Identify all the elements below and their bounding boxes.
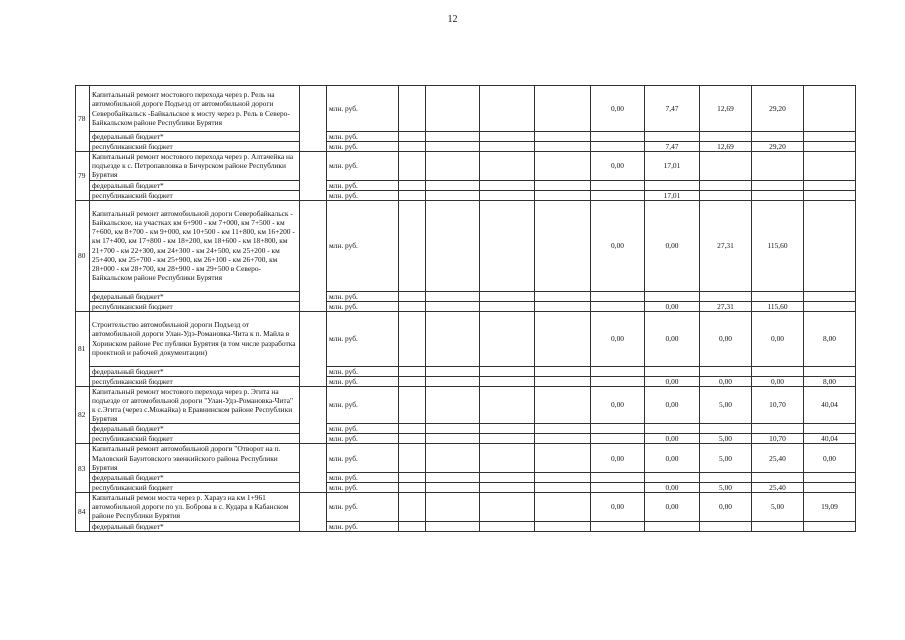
row-value xyxy=(804,152,856,181)
funding-source-value xyxy=(591,376,645,386)
page-number: 12 xyxy=(447,14,458,25)
row-value: 7,47 xyxy=(645,86,700,132)
row-value: 0,00 xyxy=(645,311,700,366)
empty-cell xyxy=(399,190,426,200)
row-value: 25,40 xyxy=(752,444,804,473)
row-value: 8,00 xyxy=(804,311,856,366)
row-value: 0,00 xyxy=(645,444,700,473)
funding-source-value xyxy=(752,424,804,434)
funding-source-unit: млн. руб. xyxy=(327,142,399,152)
funding-source-value xyxy=(591,132,645,142)
funding-source-unit: млн. руб. xyxy=(327,180,399,190)
empty-cell xyxy=(480,291,535,301)
funding-source-value xyxy=(645,366,700,376)
funding-source-value xyxy=(591,366,645,376)
empty-cell xyxy=(399,200,426,291)
empty-cell xyxy=(535,142,591,152)
funding-source-unit: млн. руб. xyxy=(327,291,399,301)
funding-source-value xyxy=(645,424,700,434)
funding-source-value: 10,70 xyxy=(752,434,804,444)
funding-source-value xyxy=(804,291,856,301)
empty-cell xyxy=(426,483,480,493)
empty-cell xyxy=(480,190,535,200)
empty-cell xyxy=(426,132,480,142)
empty-cell xyxy=(480,180,535,190)
budget-table xyxy=(75,85,856,532)
row-value: 0,00 xyxy=(591,444,645,473)
row-description: Капитальный ремонт автомобильной дороги Северобайкальск - Байкальское, на участках км 6+900 - км 7+000, км 7+500 - км 7+600, км 8+700 - км 9+000, км 10+500 - км 11+800, км 16+200 - км 17+400, км 17+800 - км 18+200, км 18+600 - км 18+800, км 21+700 - км 22+300, км 24+300 - км 24+500, км 25+200 - км 25+400, км 25+700 - км 25+900, км 26+100 - км 26+700, км 28+000 - км 28+700, км 28+900 - км 29+500 в Северо-Байкальском районе Республики Бурятия xyxy=(90,200,300,291)
table-subrow xyxy=(76,190,856,200)
funding-source-label: республиканский бюджет xyxy=(90,190,300,200)
funding-source-value: 5,00 xyxy=(700,434,752,444)
funding-source-value xyxy=(591,521,645,531)
empty-cell xyxy=(480,444,535,473)
empty-cell xyxy=(535,311,591,366)
row-value: 5,00 xyxy=(752,493,804,522)
empty-cell xyxy=(535,444,591,473)
funding-source-unit: млн. руб. xyxy=(327,521,399,531)
funding-source-value xyxy=(804,366,856,376)
funding-source-value: 27,31 xyxy=(700,301,752,311)
row-number: 80 xyxy=(76,200,90,311)
row-description: Капитальный ремонт автомобильной дороги "Отворот на п. Маловский Баунтовского эвенкийского района Республики Бурятия xyxy=(90,444,300,473)
row-unit: млн. руб. xyxy=(327,311,399,366)
funding-source-unit: млн. руб. xyxy=(327,190,399,200)
empty-cell xyxy=(399,386,426,424)
empty-cell xyxy=(399,152,426,181)
row-value: 0,00 xyxy=(645,200,700,291)
funding-source-label: республиканский бюджет xyxy=(90,483,300,493)
funding-source-value xyxy=(752,132,804,142)
table-body xyxy=(76,86,856,532)
row-number: 82 xyxy=(76,386,90,444)
row-number: 81 xyxy=(76,311,90,386)
row-value xyxy=(700,152,752,181)
empty-cell xyxy=(300,311,327,386)
empty-cell xyxy=(535,434,591,444)
funding-source-value xyxy=(700,473,752,483)
row-value: 0,00 xyxy=(591,86,645,132)
funding-source-unit: млн. руб. xyxy=(327,366,399,376)
row-value: 0,00 xyxy=(752,311,804,366)
funding-source-value xyxy=(591,180,645,190)
row-value: 5,00 xyxy=(700,386,752,424)
empty-cell xyxy=(426,386,480,424)
table-row xyxy=(76,311,856,366)
empty-cell xyxy=(535,190,591,200)
empty-cell xyxy=(300,386,327,444)
funding-source-value xyxy=(752,521,804,531)
empty-cell xyxy=(426,444,480,473)
funding-source-value xyxy=(591,190,645,200)
empty-cell xyxy=(480,301,535,311)
funding-source-label: федеральный бюджет* xyxy=(90,366,300,376)
table-subrow xyxy=(76,473,856,483)
empty-cell xyxy=(535,483,591,493)
row-value: 0,00 xyxy=(804,444,856,473)
row-value: 0,00 xyxy=(645,493,700,522)
funding-source-unit: млн. руб. xyxy=(327,424,399,434)
funding-source-value xyxy=(645,521,700,531)
row-unit: млн. руб. xyxy=(327,493,399,522)
empty-cell xyxy=(535,152,591,181)
funding-source-value: 40,04 xyxy=(804,434,856,444)
row-number: 84 xyxy=(76,493,90,532)
empty-cell xyxy=(535,424,591,434)
funding-source-value xyxy=(752,473,804,483)
funding-source-value xyxy=(591,424,645,434)
empty-cell xyxy=(399,483,426,493)
empty-cell xyxy=(535,521,591,531)
empty-cell xyxy=(399,86,426,132)
row-value: 5,00 xyxy=(700,444,752,473)
empty-cell xyxy=(535,291,591,301)
table-subrow xyxy=(76,376,856,386)
empty-cell xyxy=(300,200,327,311)
empty-cell xyxy=(480,386,535,424)
empty-cell xyxy=(300,493,327,532)
funding-source-value xyxy=(645,473,700,483)
funding-source-value: 0,00 xyxy=(700,376,752,386)
funding-source-value: 12,69 xyxy=(700,142,752,152)
funding-source-label: федеральный бюджет* xyxy=(90,291,300,301)
empty-cell xyxy=(480,142,535,152)
funding-source-value xyxy=(700,291,752,301)
table-row xyxy=(76,386,856,424)
table-subrow xyxy=(76,180,856,190)
funding-source-label: федеральный бюджет* xyxy=(90,132,300,142)
row-value: 0,00 xyxy=(700,311,752,366)
funding-source-value xyxy=(804,190,856,200)
empty-cell xyxy=(426,200,480,291)
empty-cell xyxy=(480,521,535,531)
funding-source-value: 17,01 xyxy=(645,190,700,200)
funding-source-value: 29,20 xyxy=(752,142,804,152)
funding-source-value xyxy=(645,132,700,142)
table-subrow xyxy=(76,142,856,152)
table-row xyxy=(76,444,856,473)
empty-cell xyxy=(480,132,535,142)
row-value: 19,09 xyxy=(804,493,856,522)
funding-source-value xyxy=(752,366,804,376)
row-value: 17,01 xyxy=(645,152,700,181)
funding-source-unit: млн. руб. xyxy=(327,483,399,493)
empty-cell xyxy=(399,473,426,483)
empty-cell xyxy=(426,473,480,483)
row-unit: млн. руб. xyxy=(327,200,399,291)
empty-cell xyxy=(399,376,426,386)
funding-source-value xyxy=(700,366,752,376)
empty-cell xyxy=(426,521,480,531)
empty-cell xyxy=(399,180,426,190)
funding-source-value xyxy=(645,291,700,301)
row-description: Капитальный ремонт мостового перехода через р. Алтачейка на подъезде к с. Петропавловка в Бичурском районе Республики Бурятия xyxy=(90,152,300,181)
funding-source-value xyxy=(804,132,856,142)
empty-cell xyxy=(300,152,327,201)
empty-cell xyxy=(480,434,535,444)
funding-source-value: 115,60 xyxy=(752,301,804,311)
funding-source-value: 0,00 xyxy=(752,376,804,386)
empty-cell xyxy=(300,86,327,152)
empty-cell xyxy=(426,301,480,311)
row-unit: млн. руб. xyxy=(327,444,399,473)
empty-cell xyxy=(399,366,426,376)
funding-source-label: федеральный бюджет* xyxy=(90,473,300,483)
empty-cell xyxy=(535,301,591,311)
empty-cell xyxy=(399,424,426,434)
funding-source-value xyxy=(591,434,645,444)
funding-source-value xyxy=(752,180,804,190)
table-subrow xyxy=(76,291,856,301)
funding-source-value xyxy=(591,142,645,152)
table-subrow xyxy=(76,434,856,444)
table-subrow xyxy=(76,424,856,434)
row-number: 79 xyxy=(76,152,90,201)
funding-source-value xyxy=(804,142,856,152)
row-value: 115,60 xyxy=(752,200,804,291)
empty-cell xyxy=(480,493,535,522)
funding-source-value xyxy=(804,483,856,493)
empty-cell xyxy=(399,291,426,301)
row-value: 0,00 xyxy=(591,311,645,366)
empty-cell xyxy=(535,376,591,386)
funding-source-value: 0,00 xyxy=(645,301,700,311)
row-description: Строительство автомобильной дороги Подъезд от автомобильной дороги Улан-Удэ-Романовка-Чита к п. Майла в Хоринском районе Рес публики Бурятия (в том числе разработка проектной и рабочей документации) xyxy=(90,311,300,366)
funding-source-value xyxy=(804,180,856,190)
table-row xyxy=(76,86,856,132)
empty-cell xyxy=(426,434,480,444)
row-value: 40,04 xyxy=(804,386,856,424)
empty-cell xyxy=(535,386,591,424)
row-value: 27,31 xyxy=(700,200,752,291)
empty-cell xyxy=(426,291,480,301)
empty-cell xyxy=(426,142,480,152)
empty-cell xyxy=(426,152,480,181)
funding-source-value xyxy=(700,424,752,434)
row-value: 0,00 xyxy=(645,386,700,424)
empty-cell xyxy=(399,311,426,366)
empty-cell xyxy=(399,301,426,311)
row-value: 0,00 xyxy=(591,493,645,522)
row-value: 29,20 xyxy=(752,86,804,132)
funding-source-label: федеральный бюджет* xyxy=(90,521,300,531)
empty-cell xyxy=(426,366,480,376)
funding-source-value: 0,00 xyxy=(645,376,700,386)
table-subrow xyxy=(76,521,856,531)
funding-source-label: республиканский бюджет xyxy=(90,434,300,444)
empty-cell xyxy=(399,434,426,444)
funding-source-value xyxy=(591,473,645,483)
empty-cell xyxy=(426,493,480,522)
funding-source-value xyxy=(752,190,804,200)
funding-source-label: федеральный бюджет* xyxy=(90,424,300,434)
table-subrow xyxy=(76,366,856,376)
empty-cell xyxy=(480,311,535,366)
funding-source-value xyxy=(591,483,645,493)
row-value: 0,00 xyxy=(591,386,645,424)
row-value: 0,00 xyxy=(591,200,645,291)
empty-cell xyxy=(426,376,480,386)
funding-source-value xyxy=(804,473,856,483)
empty-cell xyxy=(426,86,480,132)
funding-source-value: 5,00 xyxy=(700,483,752,493)
empty-cell xyxy=(535,132,591,142)
row-description: Капитальный ремонт мостового перехода через р. Эгита на подъезде от автомобильной дороги "Улан-Удэ-Романовка-Чита" к с.Эгита (через с.Можайка) в Еравнинском районе Республики Бурятия xyxy=(90,386,300,424)
funding-source-label: республиканский бюджет xyxy=(90,142,300,152)
row-number: 83 xyxy=(76,444,90,493)
table-subrow xyxy=(76,483,856,493)
empty-cell xyxy=(480,376,535,386)
funding-source-label: республиканский бюджет xyxy=(90,376,300,386)
empty-cell xyxy=(535,180,591,190)
table-row xyxy=(76,200,856,291)
funding-source-unit: млн. руб. xyxy=(327,473,399,483)
empty-cell xyxy=(426,180,480,190)
row-unit: млн. руб. xyxy=(327,152,399,181)
table-subrow xyxy=(76,132,856,142)
funding-source-value xyxy=(591,301,645,311)
funding-source-value: 25,40 xyxy=(752,483,804,493)
empty-cell xyxy=(535,200,591,291)
empty-cell xyxy=(399,444,426,473)
empty-cell xyxy=(535,493,591,522)
empty-cell xyxy=(426,424,480,434)
empty-cell xyxy=(480,424,535,434)
row-description: Капитальный ремон моста через р. Харауз на км 1+961 автомобильной дороги по ул. Боброва в с. Кудара в Кабанском районе Республики Бурятия xyxy=(90,493,300,522)
empty-cell xyxy=(399,493,426,522)
funding-source-value xyxy=(700,190,752,200)
funding-source-value: 7,47 xyxy=(645,142,700,152)
empty-cell xyxy=(480,86,535,132)
funding-source-value xyxy=(645,180,700,190)
row-value xyxy=(752,152,804,181)
empty-cell xyxy=(535,473,591,483)
funding-source-unit: млн. руб. xyxy=(327,132,399,142)
funding-source-value xyxy=(804,521,856,531)
row-description: Капитальный ремонт мостового перехода через р. Рель на автомобильной дороге Подъезд от автомобильной дороги Северобайкальск -Байкальское к мосту через р. Рель в Северо-Байкальском районе Республики Бурятия xyxy=(90,86,300,132)
table-subrow xyxy=(76,301,856,311)
row-value xyxy=(804,200,856,291)
row-value: 12,69 xyxy=(700,86,752,132)
row-number: 78 xyxy=(76,86,90,152)
funding-source-label: республиканский бюджет xyxy=(90,301,300,311)
funding-source-value xyxy=(700,521,752,531)
funding-source-value xyxy=(700,180,752,190)
empty-cell xyxy=(399,521,426,531)
funding-source-value xyxy=(591,291,645,301)
funding-source-value: 8,00 xyxy=(804,376,856,386)
row-value: 10,70 xyxy=(752,386,804,424)
row-unit: млн. руб. xyxy=(327,86,399,132)
empty-cell xyxy=(480,473,535,483)
empty-cell xyxy=(426,311,480,366)
empty-cell xyxy=(426,190,480,200)
funding-source-unit: млн. руб. xyxy=(327,434,399,444)
funding-source-value xyxy=(804,301,856,311)
funding-source-value xyxy=(752,291,804,301)
funding-source-value xyxy=(804,424,856,434)
empty-cell xyxy=(535,86,591,132)
funding-source-value: 0,00 xyxy=(645,483,700,493)
funding-source-value xyxy=(700,132,752,142)
funding-source-value: 0,00 xyxy=(645,434,700,444)
empty-cell xyxy=(480,483,535,493)
empty-cell xyxy=(399,132,426,142)
table-row xyxy=(76,152,856,181)
empty-cell xyxy=(300,444,327,493)
row-value: 0,00 xyxy=(700,493,752,522)
funding-source-unit: млн. руб. xyxy=(327,376,399,386)
empty-cell xyxy=(480,366,535,376)
row-unit: млн. руб. xyxy=(327,386,399,424)
empty-cell xyxy=(480,152,535,181)
funding-source-label: федеральный бюджет* xyxy=(90,180,300,190)
empty-cell xyxy=(480,200,535,291)
empty-cell xyxy=(399,142,426,152)
empty-cell xyxy=(535,366,591,376)
funding-source-unit: млн. руб. xyxy=(327,301,399,311)
row-value xyxy=(804,86,856,132)
table-row xyxy=(76,493,856,522)
row-value: 0,00 xyxy=(591,152,645,181)
